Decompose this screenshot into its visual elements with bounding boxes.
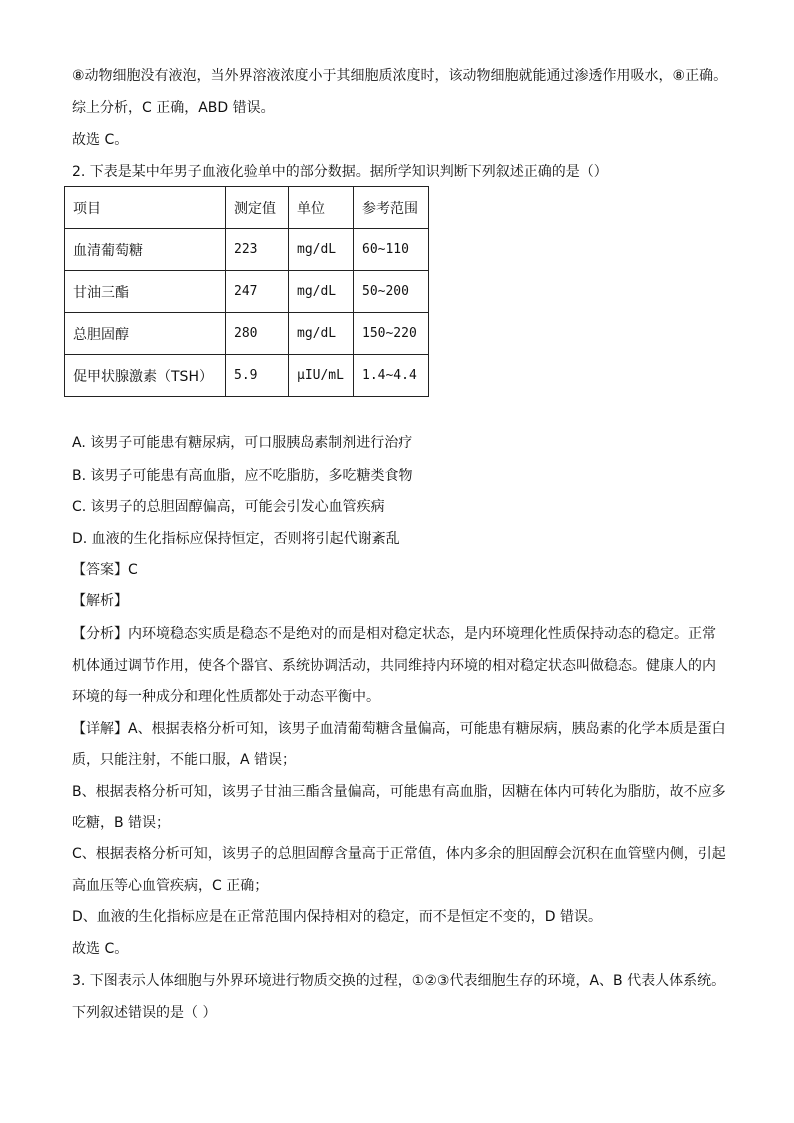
answer-line <box>72 560 138 580</box>
blood-test-table <box>64 186 429 397</box>
detail-line: 高血压等心血管疾病，C 正确； <box>72 878 269 894</box>
table-header-cell: 单位 <box>289 187 354 229</box>
analysis-label: 【解析】 <box>72 593 128 609</box>
table-cell-value: 223 <box>226 229 289 271</box>
table-row <box>65 313 429 355</box>
analysis-fenxi-line: 【分析】内环境稳态实质是稳态不是绝对的而是相对稳定状态，是内环境理化性质保持动态的稳定。正常 <box>72 626 716 642</box>
table-row <box>65 229 429 271</box>
detail-line: D、血液的生化指标应是在正常范围内保持相对的稳定，而不是恒定不变的，D 错误。 <box>72 909 603 925</box>
intro-line-2: 综上分析，C 正确，ABD 错误。 <box>72 100 275 116</box>
table-cell-range: 150~220 <box>354 313 429 355</box>
table-cell-unit: mg/dL <box>289 229 354 271</box>
detail-line: 质，只能注射，不能口服，A 错误； <box>72 752 297 768</box>
table-cell-unit: mg/dL <box>289 271 354 313</box>
question-2-stem: 2. 下表是某中年男子血液化验单中的部分数据。据所学知识判断下列叙述正确的是（） <box>72 164 608 180</box>
option-a: A. 该男子可能患有糖尿病，可口服胰岛素制剂进行治疗 <box>72 435 413 451</box>
table-cell-unit: μIU/mL <box>289 355 354 397</box>
table-cell-value: 5.9 <box>226 355 289 397</box>
intro-line-3: 故选 C。 <box>72 132 129 148</box>
table-cell-range: 1.4~4.4 <box>354 355 429 397</box>
table-header-cell: 项目 <box>65 187 226 229</box>
question-3-stem-line-1: 3. 下图表示人体细胞与外界环境进行物质交换的过程，①②③代表细胞生存的环境，A、B 代表人体系统。 <box>72 973 726 989</box>
detail-line: 吃糖，B 错误； <box>72 815 171 831</box>
detail-line: C、根据表格分析可知，该男子的总胆固醇含量高于正常值，体内多余的胆固醇会沉积在血管壁内侧，引起 <box>72 846 726 862</box>
table-cell-value: 247 <box>226 271 289 313</box>
table-row <box>65 355 429 397</box>
table-cell-item: 促甲状腺激素（TSH） <box>65 355 226 397</box>
table-cell-value: 280 <box>226 313 289 355</box>
table-cell-range: 50~200 <box>354 271 429 313</box>
option-d: D. 血液的生化指标应保持恒定，否则将引起代谢紊乱 <box>72 531 400 547</box>
table-cell-item: 血清葡萄糖 <box>65 229 226 271</box>
table-cell-range: 60~110 <box>354 229 429 271</box>
table-cell-unit: mg/dL <box>289 313 354 355</box>
detail-line: 【详解】A、根据表格分析可知，该男子血清葡萄糖含量偏高，可能患有糖尿病，胰岛素的化学本质是蛋白 <box>72 721 726 737</box>
answer-label: 【答案】 <box>72 562 128 578</box>
conclusion-line: 故选 C。 <box>72 941 129 957</box>
answer-value: C <box>128 562 138 578</box>
table-header-row <box>65 187 429 229</box>
table-row <box>65 271 429 313</box>
table-cell-item: 甘油三酯 <box>65 271 226 313</box>
table-cell-item: 总胆固醇 <box>65 313 226 355</box>
table-header-cell: 参考范围 <box>354 187 429 229</box>
option-b: B. 该男子可能患有高血脂，应不吃脂肪，多吃糖类食物 <box>72 468 413 484</box>
intro-line-1: ⑧动物细胞没有液泡，当外界溶液浓度小于其细胞质浓度时，该动物细胞就能通过渗透作用吸水，⑧正确。 <box>72 68 728 84</box>
detail-line: B、根据表格分析可知，该男子甘油三酯含量偏高，可能患有高血脂，因糖在体内可转化为脂肪，故不应多 <box>72 784 726 800</box>
analysis-fenxi-line: 机体通过调节作用，使各个器官、系统协调活动，共同维持内环境的相对稳定状态叫做稳态。健康人的内 <box>72 658 716 674</box>
analysis-fenxi-line: 环境的每一种成分和理化性质都处于动态平衡中。 <box>72 689 380 705</box>
question-3-stem-line-2: 下列叙述错误的是（ ） <box>72 1005 217 1021</box>
table-header-cell: 测定值 <box>226 187 289 229</box>
option-c: C. 该男子的总胆固醇偏高，可能会引发心血管疾病 <box>72 499 385 515</box>
